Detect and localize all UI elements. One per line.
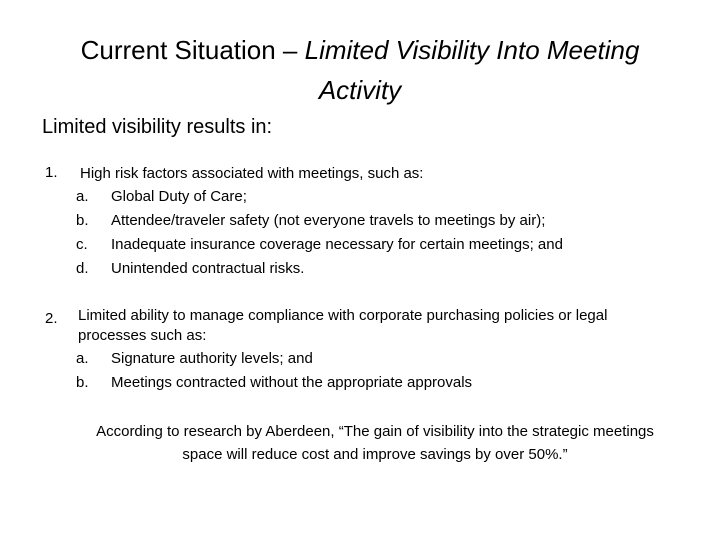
intro-text: Limited visibility results in:	[42, 116, 273, 138]
subitem-marker: b.	[76, 374, 89, 391]
subitem-text: Global Duty of Care;	[111, 188, 247, 205]
title-prefix: Current Situation –	[80, 35, 305, 65]
slide-title	[40, 30, 680, 110]
item-2-number: 2.	[45, 310, 58, 327]
subitem-text: Attendee/traveler safety (not everyone travels to meetings by air);	[111, 212, 546, 229]
subitem-marker: b.	[76, 212, 89, 229]
subitem-text: Meetings contracted without the appropriate approvals	[111, 374, 473, 391]
subitem-marker: a.	[76, 350, 89, 367]
subitem-marker: a.	[76, 188, 89, 205]
item-1-number: 1.	[45, 164, 58, 181]
subitem-text: Unintended contractual risks.	[111, 260, 305, 277]
item-1-text: High risk factors associated with meetings, such as:	[80, 165, 424, 182]
item-2-text: Limited ability to manage compliance with corporate purchasing policies or legal processes such as:	[78, 307, 608, 344]
subitem-marker: c.	[76, 236, 88, 253]
title-italic: Limited Visibility Into Meeting Activity	[304, 35, 640, 105]
aberdeen-quote: According to research by Aberdeen, “The gain of visibility into the strategic meetings space will reduce cost and improve savings by over 50%.”	[96, 423, 654, 463]
subitem-text: Signature authority levels; and	[111, 350, 313, 367]
subitem-text: Inadequate insurance coverage necessary for certain meetings; and	[111, 236, 563, 253]
subitem-marker: d.	[76, 260, 89, 277]
